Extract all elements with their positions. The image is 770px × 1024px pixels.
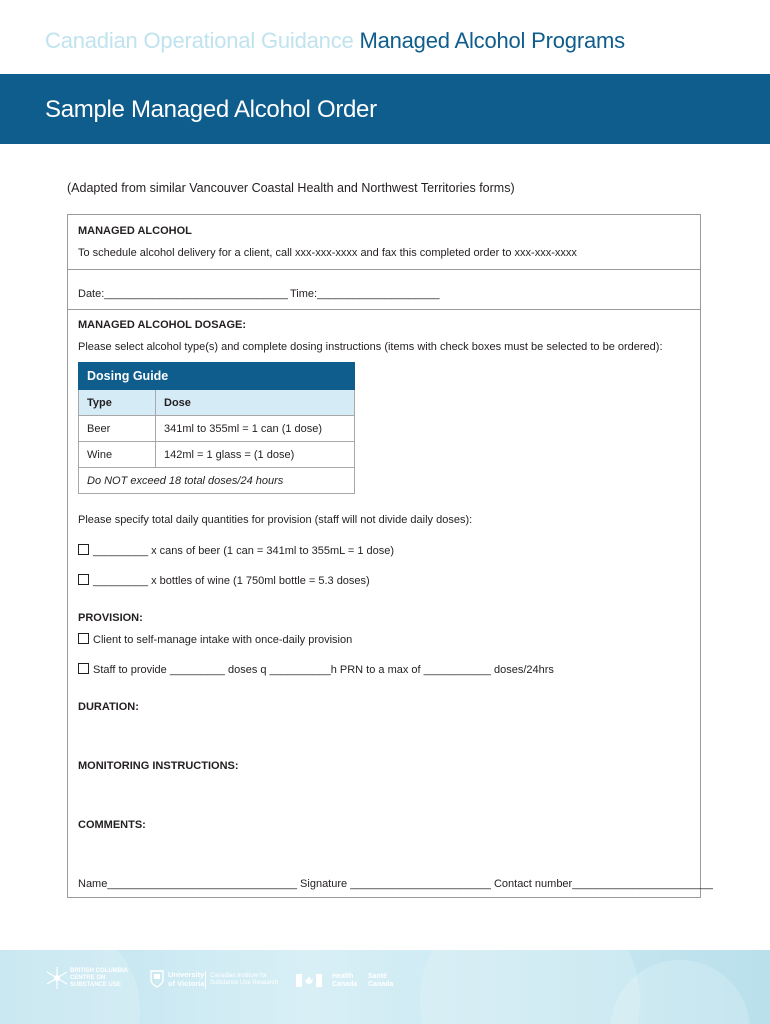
monitoring-heading: MONITORING INSTRUCTIONS: [78,760,239,772]
dosage-heading: MANAGED ALCOHOL DOSAGE: [78,319,247,331]
adapted-note: (Adapted from similar Vancouver Coastal Health and Northwest Territories forms) [67,181,515,195]
time-line: ____________________ [317,288,440,300]
beer-option[interactable] [78,544,394,557]
self-manage-option[interactable] [78,633,352,646]
quantities-instructions: Please specify total daily quantities for provision (staff will not divide daily doses): [78,514,473,526]
sante-canada-fr-line: Santé [368,973,388,980]
health-canada-en-line: Canada [332,981,358,989]
time-field[interactable] [290,288,439,300]
divider [68,309,700,310]
comments-heading: COMMENTS: [78,819,146,831]
wine-checkbox[interactable] [78,574,89,585]
health-canada-en-line: Health [332,973,354,980]
staff-provide-option[interactable] [78,663,554,676]
duration-heading: DURATION: [78,701,139,713]
uvic-crest-icon [150,970,164,988]
dosage-instructions: Please select alcohol type(s) and complete dosing instructions (items with check boxes must be selected to be ordered): [78,341,663,353]
wine-option[interactable] [78,574,370,587]
signature-line[interactable]: Name_______________________________ Signature _______________________ Contact number_______________________ [78,878,713,890]
wine-option-label: _________ x bottles of wine (1 750ml bottle = 5.3 doses) [93,575,370,587]
self-manage-label: Client to self-manage intake with once-daily provision [93,634,353,646]
dosing-guide-title: Dosing Guide [79,363,355,390]
provision-heading: PROVISION: [78,612,143,624]
header-title-program: Managed Alcohol Programs [359,28,625,53]
order-form [67,214,713,898]
staff-provide-label: Staff to provide _________ doses q __________h PRN to a max of ___________ doses/24hrs [93,664,554,676]
date-label: Date: [78,288,105,300]
document-title: Sample Managed Alcohol Order [45,96,377,123]
header-title-series: Canadian Operational Guidance [45,28,354,53]
cell-type: Beer [79,416,156,442]
bccsu-text-line: CENTRE ON [70,974,106,981]
staff-provide-checkbox[interactable] [78,663,89,674]
table-row [79,442,355,468]
column-header-dose: Dose [156,390,355,416]
table-row [79,416,355,442]
bccsu-text-line: SUBSTANCE USE [70,981,121,988]
managed-alcohol-heading: MANAGED ALCOHOL [78,225,192,237]
beer-checkbox[interactable] [78,544,89,555]
cell-dose: 142ml = 1 glass = (1 dose) [156,442,355,468]
bccsu-text-line: BRITISH COLUMBIA [70,968,128,974]
managed-alcohol-instructions: To schedule alcohol delivery for a client, call xxx-xxx-xxxx and fax this completed order to xxx-xxx-xxxx [78,247,577,259]
bccsu-logo-icon [46,966,68,990]
logo-divider [205,971,206,989]
date-field[interactable] [78,288,288,300]
cisur-text-line: Substance Use Research [210,979,279,986]
cell-dose: 341ml to 355ml = 1 can (1 dose) [156,416,355,442]
uvic-name-line: of Victoria [168,978,205,988]
uvic-name-line: University [168,970,205,979]
column-header-type: Type [79,390,156,416]
time-label: Time: [290,288,318,300]
page-header-title [45,28,625,54]
sante-canada-fr-line: Canada [368,981,394,989]
cell-type: Wine [79,442,156,468]
date-line: ______________________________ [104,288,288,300]
beer-option-label: _________ x cans of beer (1 can = 341ml to 355mL = 1 dose) [93,545,395,557]
divider [68,269,700,270]
canada-flag-icon [296,974,322,987]
dosing-guide-table [78,362,355,494]
title-banner [0,74,770,144]
self-manage-checkbox[interactable] [78,633,89,644]
footer-band [0,950,770,1024]
dosing-limit-note: Do NOT exceed 18 total doses/24 hours [79,468,355,494]
cisur-text-line: Canadian Institute for [210,973,268,979]
